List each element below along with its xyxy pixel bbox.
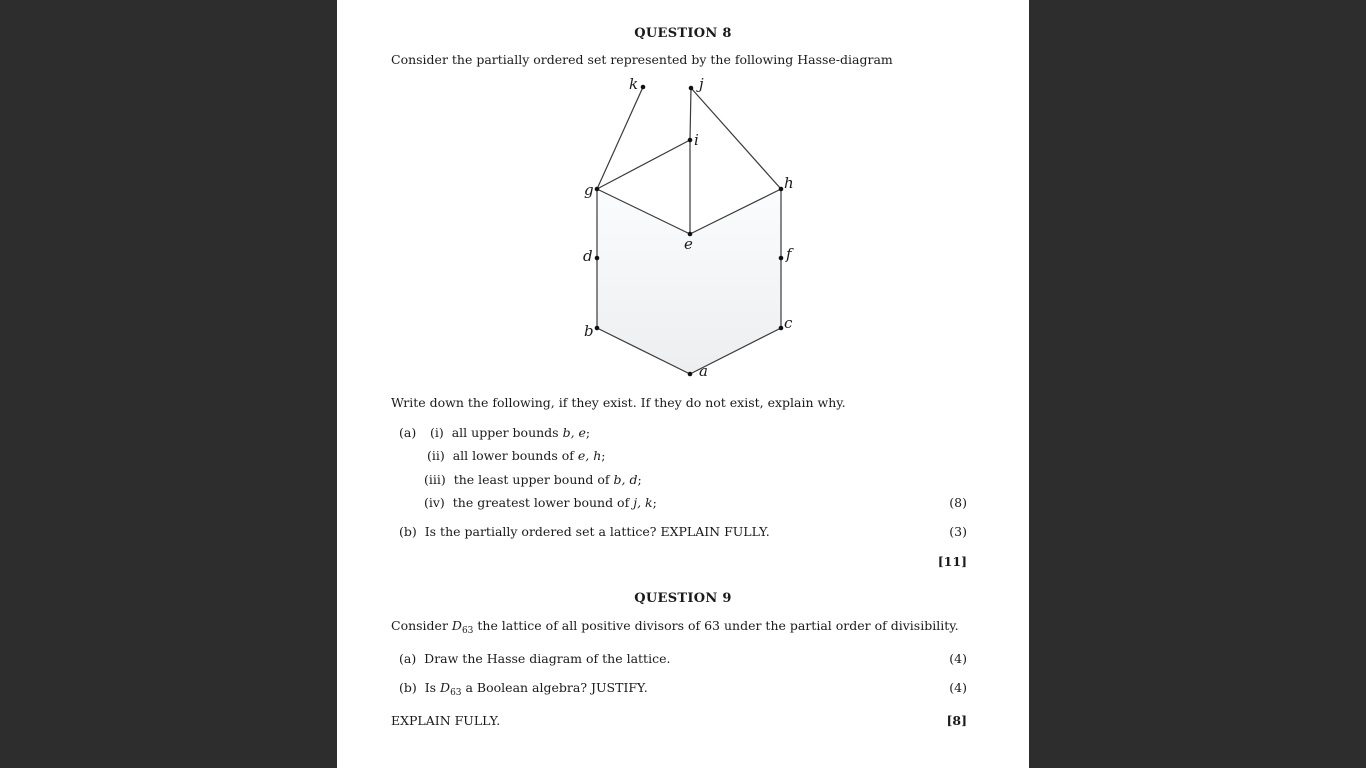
subpart-i: (i) all upper bounds b, e; (430, 425, 591, 440)
label-d: d (583, 247, 593, 265)
label-h: h (784, 174, 794, 192)
label-a: a (699, 362, 708, 380)
label-k: k (629, 75, 639, 93)
question-9-heading: QUESTION 9 (634, 591, 732, 606)
vertex-h (779, 187, 784, 192)
label-e: e (684, 235, 693, 253)
label-g: g (584, 181, 594, 199)
part-a-marks: (8) (949, 495, 967, 510)
q9-part-b: (b) Is $D_{63}$ a Boolean algebra? JUSTIFY. (399, 680, 648, 698)
shaded-region (597, 189, 781, 374)
label-j: j (699, 75, 704, 93)
subpart-ii: (ii) all lower bounds of e, h; (427, 448, 606, 463)
vertex-d (595, 256, 600, 261)
question-9-intro: Consider $D_{63}$ the lattice of all positive divisors of 63 under the partial order of divisibility. (391, 618, 959, 636)
question-9-total: [8] (946, 713, 967, 728)
vertex-k (641, 85, 646, 90)
edge-i-j (690, 88, 691, 140)
label-c: c (784, 314, 793, 332)
vertex-i (688, 138, 693, 143)
edge-h-j (691, 88, 781, 189)
vertex-g (595, 187, 600, 192)
hasse-diagram (337, 0, 1029, 390)
subpart-iv: (iv) the greatest lower bound of j, k; (424, 495, 657, 510)
label-i: i (694, 131, 699, 149)
vertex-f (779, 256, 784, 261)
question-8-intro: Consider the partially ordered set represented by the following Hasse-diagram (391, 52, 893, 67)
vertex-c (779, 326, 784, 331)
q9-part-a: (a) Draw the Hasse diagram of the lattice. (399, 651, 671, 666)
vertex-j (689, 86, 694, 91)
question-8-instruction: Write down the following, if they exist. If they do not exist, explain why. (391, 395, 846, 410)
question-8-total: [11] (937, 554, 967, 569)
label-f: f (786, 245, 792, 263)
part-a-label: (a) (399, 425, 417, 440)
vertex-b (595, 326, 600, 331)
subpart-iii: (iii) the least upper bound of b, d; (424, 472, 642, 487)
q9-part-b-marks: (4) (949, 680, 967, 695)
edge-g-k (597, 87, 643, 189)
question-8-heading: QUESTION 8 (634, 26, 732, 41)
question-9-footer: EXPLAIN FULLY. (391, 713, 501, 728)
q9-part-a-marks: (4) (949, 651, 967, 666)
part-b-marks: (3) (949, 524, 967, 539)
part-b: (b) Is the partially ordered set a lattice? EXPLAIN FULLY. (399, 524, 770, 539)
document-page (337, 0, 1029, 768)
edge-g-i (597, 140, 690, 189)
vertex-a (688, 372, 693, 377)
label-b: b (584, 322, 594, 340)
